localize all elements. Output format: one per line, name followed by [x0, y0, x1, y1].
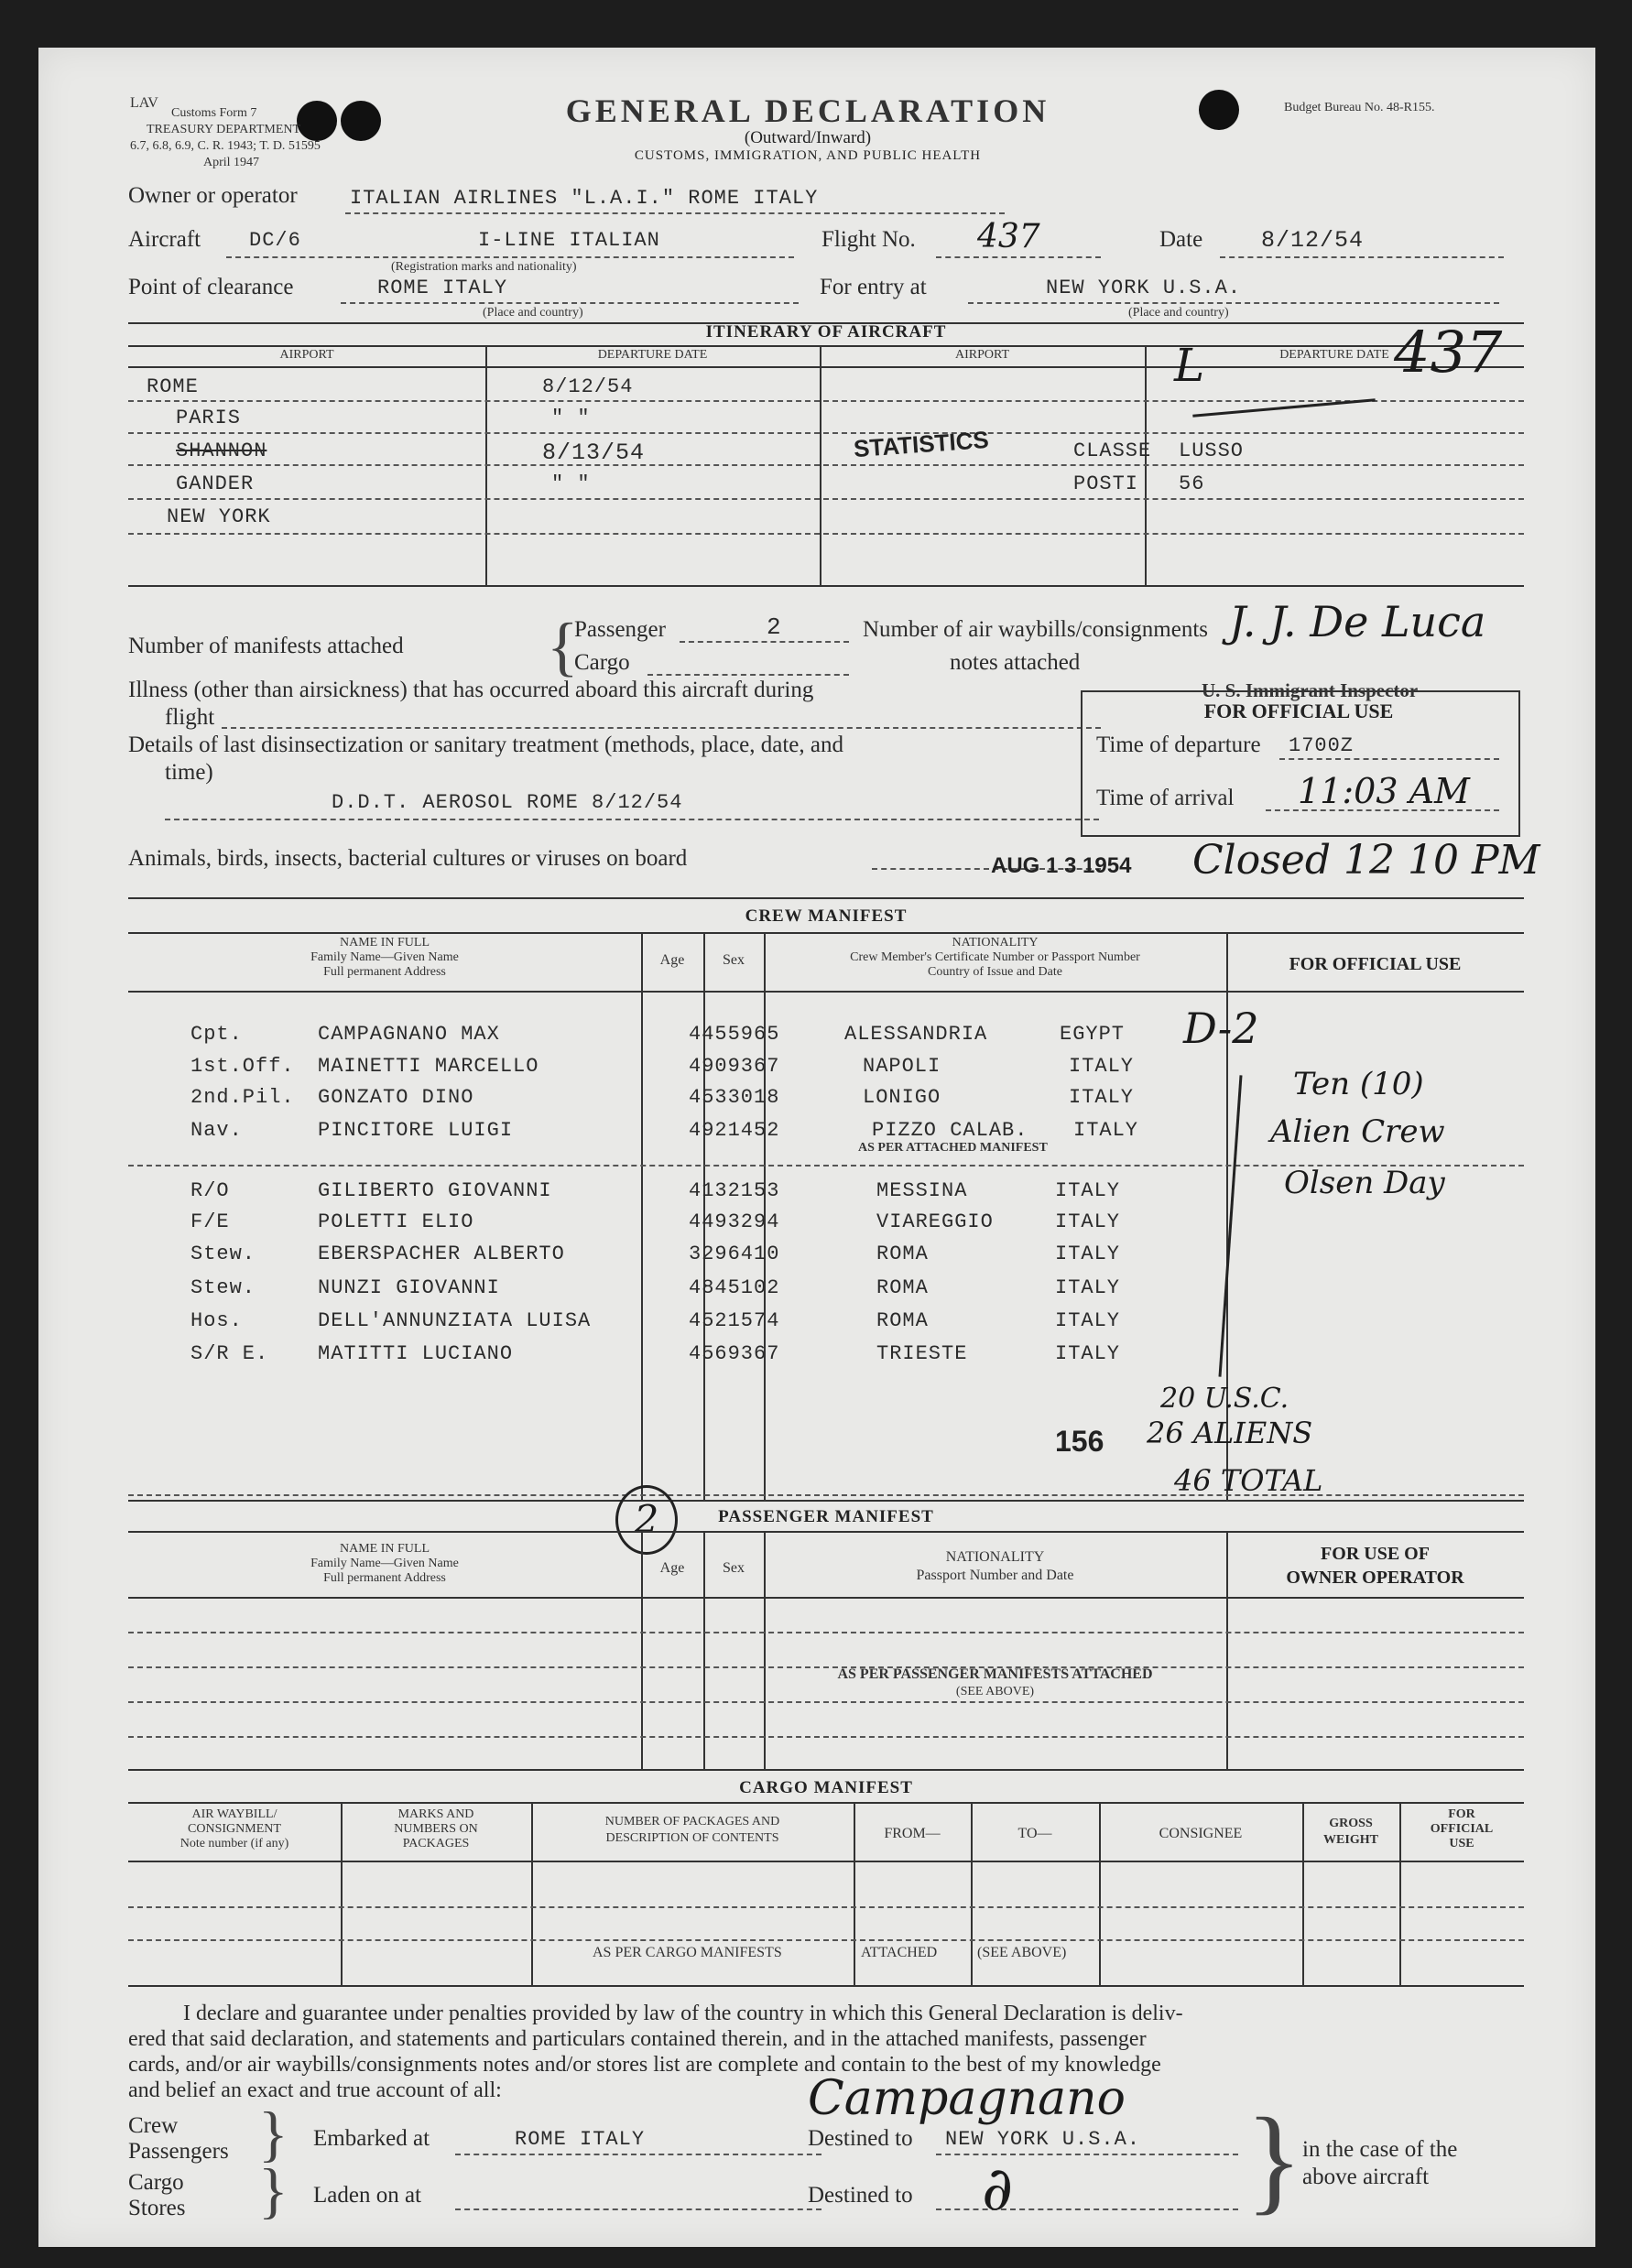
- crew-note-d2: D-2: [1183, 1004, 1259, 1053]
- waybills-label: Number of air waybills/consignments: [863, 617, 1209, 642]
- classe-label: CLASSE: [1073, 439, 1152, 462]
- crew-as-per-note: AS PER ATTACHED MANIFEST: [858, 1141, 1048, 1155]
- aircraft-prefix: DC/6: [249, 229, 301, 252]
- crew-name-6: POLETTI ELIO: [318, 1210, 474, 1233]
- passenger-col-name: NAME IN FULL: [340, 1542, 430, 1556]
- classe-value: LUSSO: [1179, 439, 1245, 462]
- case-brace: }: [1246, 2094, 1303, 2226]
- itinerary-airport-2: PARIS: [176, 407, 242, 429]
- crew-role-10: S/R E.: [190, 1342, 269, 1365]
- aircraft-value: I-LINE ITALIAN: [478, 229, 660, 252]
- arrival-time-label: Time of arrival: [1096, 786, 1235, 810]
- cargo-col-marks-3: PACKAGES: [402, 1837, 470, 1850]
- cargo-col-official-3: USE: [1449, 1837, 1474, 1850]
- destined-value: NEW YORK U.S.A.: [945, 2128, 1141, 2151]
- arrival-time-value: 11:03 AM: [1298, 771, 1470, 811]
- passenger-as-per: AS PER PASSENGER MANIFESTS ATTACHED: [837, 1666, 1153, 1682]
- posti-label: POSTI: [1073, 472, 1139, 495]
- crew-role-6: F/E: [190, 1210, 230, 1233]
- flight-label: Flight No.: [821, 227, 916, 252]
- crew-country-4: ITALY: [1073, 1119, 1139, 1142]
- cargo-col-packages-2: DESCRIPTION OF CONTENTS: [605, 1831, 779, 1845]
- crew-role-9: Hos.: [190, 1309, 243, 1332]
- itinerary-title: ITINERARY OF AIRCRAFT: [705, 322, 947, 342]
- embarked-value: ROME ITALY: [515, 2128, 646, 2151]
- crew-cert-1: 4455965: [689, 1023, 780, 1046]
- itinerary-col-airport: AIRPORT: [279, 348, 334, 362]
- crew-role-4: Nav.: [190, 1119, 243, 1142]
- itinerary-airport-3: SHANNON: [176, 439, 267, 462]
- crew-brace: }: [258, 2099, 288, 2168]
- cargo-col-consignee: CONSIGNEE: [1159, 1826, 1243, 1841]
- embarked-label: Embarked at: [313, 2126, 430, 2151]
- case-line-2: above aircraft: [1302, 2165, 1430, 2189]
- crew-col-name: NAME IN FULL: [340, 936, 430, 950]
- cargo-col-to: TO—: [1017, 1826, 1052, 1841]
- crew-col-name-sub: Family Name—Given Name: [310, 950, 459, 964]
- form-ref-2: TREASURY DEPARTMENT: [147, 123, 301, 136]
- crew-country-3: ITALY: [1069, 1086, 1135, 1109]
- crew-col-age: Age: [659, 952, 685, 968]
- crew-place-7: ROMA: [876, 1243, 929, 1265]
- passenger-col-owner-2: OWNER OPERATOR: [1286, 1568, 1464, 1588]
- flight-value: 437: [977, 218, 1040, 255]
- crew-label: Crew: [128, 2113, 179, 2138]
- crew-col-sex: Sex: [723, 952, 745, 968]
- passenger-manifest-title: PASSENGER MANIFEST: [718, 1507, 934, 1526]
- owner-label: Owner or operator: [128, 183, 298, 208]
- manifests-brace: {: [547, 610, 579, 683]
- crew-note-initials: Olsen Day: [1284, 1165, 1445, 1201]
- registration-note: (Registration marks and nationality): [391, 260, 577, 274]
- disinsect-label: Details of last disinsectization or sanitary treatment (methods, place, date, and: [128, 732, 843, 757]
- itinerary-airport-1: ROME: [147, 375, 199, 398]
- crew-name-1: CAMPAGNANO MAX: [318, 1023, 500, 1046]
- cargo-as-per: AS PER CARGO MANIFESTS: [593, 1945, 782, 1960]
- crew-place-6: VIAREGGIO: [876, 1210, 994, 1233]
- crew-note-aliens: 26 ALIENS: [1147, 1416, 1313, 1450]
- form-ref-1: Customs Form 7: [171, 106, 257, 120]
- clearance-value: ROME ITALY: [377, 277, 508, 299]
- aircraft-label: Aircraft: [128, 227, 201, 252]
- cargo-col-official-2: OFFICIAL: [1430, 1822, 1494, 1836]
- declaration-sheet: [38, 48, 1595, 2247]
- crew-country-5: ITALY: [1055, 1179, 1121, 1202]
- official-use-title: FOR OFFICIAL USE: [1203, 700, 1394, 722]
- crew-col-certificate: Crew Member's Certificate Number or Passport Number: [850, 950, 1140, 964]
- crew-role-2: 1st.Off.: [190, 1055, 295, 1078]
- clearance-label: Point of clearance: [128, 275, 294, 299]
- itinerary-date-4: " ": [551, 472, 591, 495]
- cargo-col-marks-2: NUMBERS ON: [394, 1822, 478, 1836]
- crew-name-2: MAINETTI MARCELLO: [318, 1055, 539, 1078]
- passenger-manifest-label: Passenger: [574, 617, 666, 642]
- crew-name-4: PINCITORE LUIGI: [318, 1119, 514, 1142]
- inspector-signature: J. J. De Luca: [1229, 597, 1486, 646]
- cargo-col-waybill-3: Note number (if any): [180, 1837, 289, 1850]
- form-ref-4: April 1947: [203, 156, 260, 169]
- passengers-label: Passengers: [128, 2139, 229, 2164]
- passenger-col-owner: FOR USE OF: [1321, 1544, 1430, 1564]
- crew-cert-8: 4845102: [689, 1276, 780, 1299]
- stores-label: Stores: [128, 2196, 186, 2220]
- crew-role-1: Cpt.: [190, 1023, 243, 1046]
- clearance-place-note: (Place and country): [483, 306, 583, 320]
- crew-role-3: 2nd.Pil.: [190, 1086, 295, 1109]
- crew-manifest-title: CREW MANIFEST: [745, 906, 908, 926]
- crew-place-2: NAPOLI: [863, 1055, 941, 1078]
- crew-note-us: 20 U.S.C.: [1160, 1383, 1289, 1415]
- illness-label-2: flight: [165, 705, 215, 730]
- form-code: LAV: [130, 95, 158, 111]
- destined-label: Destined to: [808, 2126, 913, 2151]
- form-title: GENERAL DECLARATION: [565, 92, 1050, 129]
- crew-note-ten: Ten (10): [1293, 1066, 1424, 1102]
- declaration-line-3: cards, and/or air waybills/consignments notes and/or stores list are complete and contain to the best of my knowledge: [128, 2053, 1161, 2077]
- itinerary-col-departure2: DEPARTURE DATE: [1279, 348, 1389, 362]
- form-subtitle: (Outward/Inward): [744, 128, 872, 147]
- cargo-col-packages: NUMBER OF PACKAGES AND: [604, 1815, 780, 1829]
- cargo-col-waybill: AIR WAYBILL/: [191, 1807, 277, 1821]
- date-label: Date: [1159, 227, 1203, 252]
- crew-country-9: ITALY: [1055, 1309, 1121, 1332]
- crew-country-6: ITALY: [1055, 1210, 1121, 1233]
- crew-place-3: LONIGO: [863, 1086, 941, 1109]
- crew-cert-7: 3296410: [689, 1243, 780, 1265]
- itinerary-col-departure: DEPARTURE DATE: [597, 348, 708, 362]
- signature-flourish: ∂: [982, 2154, 1014, 2224]
- departure-time-value: 1700Z: [1289, 734, 1355, 757]
- cargo-col-gross-2: WEIGHT: [1323, 1833, 1378, 1847]
- captain-signature: Campagnano: [808, 2071, 1126, 2126]
- crew-cert-4: 4921452: [689, 1119, 780, 1142]
- animals-label: Animals, birds, insects, bacterial cultures or viruses on board: [128, 846, 688, 871]
- itinerary-airport-5: NEW YORK: [167, 505, 271, 528]
- passenger-col-sex: Sex: [723, 1560, 745, 1576]
- laden-label: Laden on at: [313, 2183, 422, 2208]
- itinerary-date-3: 8/13/54: [542, 439, 646, 466]
- disinsect-label-2: time): [165, 760, 213, 785]
- passenger-col-passport: Passport Number and Date: [916, 1568, 1074, 1583]
- crew-name-8: NUNZI GIOVANNI: [318, 1276, 500, 1299]
- date-stamp: AUG 1 3 1954: [991, 853, 1132, 878]
- itinerary-handwritten-mark: L: [1174, 339, 1205, 392]
- declaration-line-4: and belief an exact and true account of all:: [128, 2078, 502, 2102]
- punch-hole-left: [297, 101, 337, 141]
- date-value: 8/12/54: [1261, 227, 1365, 254]
- passenger-manifest-value: 2: [767, 613, 782, 641]
- punch-hole-right: [1199, 90, 1239, 130]
- crew-cert-6: 4493294: [689, 1210, 780, 1233]
- crew-place-10: TRIESTE: [876, 1342, 968, 1365]
- itinerary-date-1: 8/12/54: [542, 375, 634, 398]
- crew-country-2: ITALY: [1069, 1055, 1135, 1078]
- destined-label-2: Destined to: [808, 2183, 913, 2208]
- case-line-1: in the case of the: [1302, 2137, 1458, 2162]
- crew-note-circle: 2: [615, 1485, 678, 1555]
- crew-role-5: R/O: [190, 1179, 230, 1202]
- owner-value: ITALIAN AIRLINES "L.A.I." ROME ITALY: [350, 187, 819, 210]
- cargo-see-above: (SEE ABOVE): [977, 1945, 1067, 1960]
- cargo-manifest-label: Cargo: [574, 650, 630, 675]
- cargo-col-gross: GROSS: [1329, 1817, 1373, 1830]
- crew-name-10: MATITTI LUCIANO: [318, 1342, 514, 1365]
- crew-country-10: ITALY: [1055, 1342, 1121, 1365]
- itinerary-col-airport2: AIRPORT: [954, 348, 1010, 362]
- inspector-title: U. S. Immigrant Inspector: [1202, 679, 1419, 701]
- crew-role-8: Stew.: [190, 1276, 256, 1299]
- notes-attached-label: notes attached: [950, 650, 1081, 675]
- itinerary-airport-4: GANDER: [176, 472, 255, 495]
- closed-note: Closed 12 10 PM: [1192, 837, 1540, 884]
- cargo-brace: }: [258, 2155, 288, 2225]
- crew-role-7: Stew.: [190, 1243, 256, 1265]
- crew-place-5: MESSINA: [876, 1179, 968, 1202]
- cargo-attached: ATTACHED: [861, 1945, 938, 1960]
- stamp-156: 156: [1055, 1425, 1104, 1458]
- cargo-label: Cargo: [128, 2170, 184, 2195]
- entry-place-note: (Place and country): [1128, 306, 1229, 320]
- manifests-label: Number of manifests attached: [128, 634, 404, 658]
- form-ref-3: 6.7, 6.8, 6.9, C. R. 1943; T. D. 51595: [130, 139, 321, 153]
- declaration-line-2: ered that said declaration, and statements and particulars contained therein, and in the attached manifests, passenger: [128, 2027, 1147, 2051]
- crew-col-nationality: NATIONALITY: [952, 936, 1039, 950]
- departure-time-label: Time of departure: [1096, 732, 1261, 757]
- budget-number: Budget Bureau No. 48-R155.: [1284, 101, 1435, 114]
- declaration-line-1: I declare and guarantee under penalties provided by law of the country in which this General Declaration is deliv-: [183, 2002, 1183, 2025]
- disinsect-value: D.D.T. AEROSOL ROME 8/12/54: [332, 791, 683, 814]
- statistics-stamp: STATISTICS: [853, 425, 990, 463]
- crew-place-1: ALESSANDRIA: [844, 1023, 988, 1046]
- crew-country-1: EGYPT: [1060, 1023, 1126, 1046]
- itinerary-handwritten-flight: 437: [1394, 319, 1503, 385]
- posti-value: 56: [1179, 472, 1205, 495]
- crew-country-8: ITALY: [1055, 1276, 1121, 1299]
- crew-cert-2: 4909367: [689, 1055, 780, 1078]
- crew-place-8: ROMA: [876, 1276, 929, 1299]
- crew-cert-5: 4132153: [689, 1179, 780, 1202]
- crew-note-alien-crew: Alien Crew: [1270, 1113, 1445, 1150]
- crew-note-total: 46 TOTAL: [1174, 1463, 1323, 1498]
- cargo-col-from: FROM—: [884, 1826, 941, 1841]
- entry-label: For entry at: [820, 275, 927, 299]
- illness-label: Illness (other than airsickness) that has occurred aboard this aircraft during: [128, 678, 814, 702]
- cargo-col-marks: MARKS AND: [397, 1807, 474, 1821]
- crew-place-4: PIZZO CALAB.: [872, 1119, 1028, 1142]
- crew-cert-3: 4533018: [689, 1086, 780, 1109]
- crew-name-3: GONZATO DINO: [318, 1086, 474, 1109]
- cargo-manifest-title: CARGO MANIFEST: [739, 1778, 913, 1797]
- passenger-col-address: Full permanent Address: [323, 1571, 446, 1585]
- crew-col-country: Country of Issue and Date: [928, 965, 1062, 979]
- crew-cert-10: 4569367: [689, 1342, 780, 1365]
- cargo-col-official: FOR: [1448, 1807, 1475, 1821]
- itinerary-date-2: " ": [551, 407, 591, 429]
- passenger-see-above: (SEE ABOVE): [955, 1685, 1035, 1698]
- crew-col-official: FOR OFFICIAL USE: [1289, 954, 1462, 974]
- crew-cert-9: 4521574: [689, 1309, 780, 1332]
- crew-name-7: EBERSPACHER ALBERTO: [318, 1243, 565, 1265]
- crew-country-7: ITALY: [1055, 1243, 1121, 1265]
- crew-name-9: DELL'ANNUNZIATA LUISA: [318, 1309, 592, 1332]
- passenger-col-age: Age: [659, 1560, 685, 1576]
- form-agencies: CUSTOMS, IMMIGRATION, AND PUBLIC HEALTH: [634, 148, 982, 163]
- punch-hole-middle: [341, 101, 381, 141]
- entry-value: NEW YORK U.S.A.: [1046, 277, 1242, 299]
- crew-place-9: ROMA: [876, 1309, 929, 1332]
- crew-col-address: Full permanent Address: [323, 965, 446, 979]
- crew-name-5: GILIBERTO GIOVANNI: [318, 1179, 552, 1202]
- cargo-col-waybill-2: CONSIGNMENT: [188, 1822, 281, 1836]
- passenger-col-nationality: NATIONALITY: [945, 1549, 1045, 1565]
- passenger-col-name-sub: Family Name—Given Name: [310, 1557, 459, 1570]
